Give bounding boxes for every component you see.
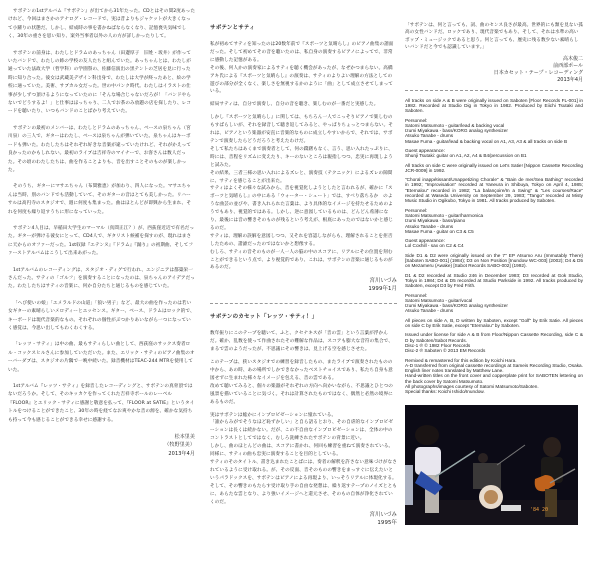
left-column — [8, 8, 195, 458]
section-title-saboten-and-satie: サボテンとサティ — [210, 25, 255, 31]
paragraph: All pieces on side A, B, D written by Saboten, except "Golf" by Erik Satie. All pieces on side C by Erik Satie, except "Eternalou" by Saboten. — [405, 317, 583, 329]
quote-takagi: 「サボテンは、何と言っても、詞、曲のセンス良さが最高。世界的にも類を見ない孤高の女性バンドだ。ロックであり、現代音楽でもあり、そして、それは水準の高いポップ・ミュージックであると思う。何と言っても、歴史に残る数少ない素晴らしいバンドだと今でも認識しています。」 — [405, 23, 583, 51]
paragraph: Guest appearance: Lol Coxhill - sax on C2 & C4 — [405, 238, 464, 249]
middle-column — [210, 24, 397, 527]
author-name: 宮川いづみ — [369, 278, 397, 285]
paragraph: Guest appearance: Shunji Tsutaki: guitar on A1, A2, A4 & B4/percussion on B1 — [405, 148, 527, 159]
date: 1995年 — [377, 520, 397, 527]
date: 2013年4月 — [557, 76, 583, 83]
essay-matsumoto — [8, 8, 195, 425]
paragraph: Personnel: Satomi Matsumoto - guitar/vocal Izumi Miyakawa - bass/KORG analog synthesizer Atsuko Tanabe - drums — [405, 292, 508, 314]
paragraph: 「レッツ・サティ」は中の曲、最もサティらしい曲として、西荻窪のサックス奏者ロル・コックスヒルさんに参加していただいた。また、エリック・サティのピアノ曲集のオーバーダブは、スタジオの片隅で一晩中続いた。録音機材はTEAC-244 MTRを使用していた。 — [8, 342, 195, 373]
paragraph: All tracks on side C were originally issued on Let's Satie! [Nippon Cassette Recording JCR-0009] in 1992. — [405, 162, 583, 173]
paragraph: Issued under license for side A & B from Floor/Nippon Cassette Recording, side C & D by Saboten/Sabot Records. Disc-1 ℗ © 1982 Floor Records Disc-2 ℗ Saboten © 2013 EM Records — [405, 332, 583, 354]
signature-miyakawa-1 — [210, 277, 397, 293]
paragraph: このテープは、狭いスタジオでの練習を録音したもの、またライブで演奏されたものの中から、あの時、あの場所でしかできなかったベストチョイスであり、私たち自身も意図せずに生まれた様々なイメージを包える、音の雲である。 改めて聴いてみると、個々の楽器がそれぞれの方向へ向かいながら、不思議とひとつの風景を描いていることに気づく。それは計算されたものではなく、偶然と必然の境界にあるものだ。 — [210, 360, 393, 405]
author-company: 日本カセット・テープ・レコーディング — [493, 69, 583, 76]
photo-date-stamp: '84 20 — [529, 506, 548, 513]
section-title-lets-satie-cassette: サボテンのカセット「レッツ・サティ！」 — [210, 314, 318, 321]
essay-saboten-and-satie — [210, 41, 397, 272]
paragraph: Personnel: Satomi Matsumoto - guitar/harmonica Izumi Miyakawa - bass/piano Atsuko Tanabe - drums Masae Fuma - guitar on C3 & C5 — [405, 207, 484, 234]
date: 1999年1月 — [368, 286, 397, 293]
paragraph: "Choral inappétissant/Unappetizing Chorale" & "Bain de mer/Sea Bathing" recorded in 1992; "Improvisation" recorded at Yaneura in Shibuya, Tokyo on April 4, 1985; "Eternalou" recorded in 1982; "La balançoire/In a Swing" & "Les courses/Race" recorded at Waseda University on September 29, 1983; "Tango" recorded at Misty Music Studio in Ogikubo, Tokyo in 1981. All tracks produced by Saboten. — [405, 177, 583, 204]
author-name: 高木俊二 — [562, 55, 583, 62]
author-affiliation: 前西部ポール — [553, 62, 583, 69]
paragraph: D1 & D2 recorded at Studio 246 in December 1983; D3 recorded at Gok Studio, Tokyo in 1984; D4 & D5 recorded at Studio Parkside in 1992. All tracks produced by Saboten, except D3 by Fred Frith. — [405, 272, 583, 289]
paragraph: 私が初めてサティを知ったのは20数年前で『スポーツと気晴らし』のピアノ曲集の譜面だった。そして初めてその音を聴いたのは、私自身の演奏するピアノによってで、非常に感動した記憶がある。 その後、何人かの演奏家によるサティを聴く機会があったが、なぜかつまらない。高橋アキ氏による『スポーツと気晴らし』の演奏は、サティのよりよい理解の方法としての遊びの部分が全くなく、楽しさを無視するかのように「曲」として成立させてしまっている。 — [210, 42, 394, 95]
divider — [210, 303, 397, 304]
paragraph: 1stアルバムのレコーディングは、スタジオ・ディグで行われ、エンジニアは都築栄一さんだった。サティの「ゴルフ」を演奏することになったのは、泉ちゃんのアイデアだった。わたしたちはサティの音楽に、何か自分たちと通じるものを感じていた。 — [8, 267, 195, 290]
paragraph: 「へび使いの娘」「エメラルドの山道」「狼い男子」など、最大の曲を作ったのは若い女ギターの素晴らしいメロディーとエッセンス。ギター、ベース、ドラムはロック的で、キーボードは現代音楽的なもの。それぞれの個性がぶつかりあいながら一つになっていく感覚は、今思い出してもわくわくする。 — [8, 300, 195, 331]
paragraph: サボテンの1stアルバム『サボテン』が出てから31年たった。CDとはその間2度あったけれど、今回はまさかのアナログ・レコードで、実は昔よりもジャケットが大きくなって小躍りの状態だ。しかし、結成時の事を書かねばならなくなり、記憶喪失気味でしく、30年の重さを思い知り、案外当事者以外の人の方が詳しかったりして。 — [8, 9, 196, 40]
paragraph: しかし『スポーツと気晴らし』に関しては、もちろん一人でこっそりピアノで楽しむのもすばらしいが、それを録音して聴き返してみると、やっぱりちょっとつまらない。それは、ピアノという楽器が安直に音楽的なものに成立しやすいからで、それでは、サボテンで演奏したらどうだろうと考えたわけだ。 そして私たちはあくまで演奏者として、何の躊躇もなく、言う、思い入れたっぷりに、時には、音程をリズムに変えたり、キーのないところは親指しつつ、忠実に再現しようと試みた。 その結果、三者三様の思い入れによるズレと、演奏技（テクニック）によるズレの隙間に、サティを感じることが出来た。 サティはよくその様々な試みから、音を視覚化しようとしたと言われるが、確かに『スポーツと気晴らし』の中にある「ウォーター・シュート」では、すべり落ちるか のような曲芸の並びや、書き入れられた言葉は、より具体的なイメージを持たせるためのようでもあり、視覚的ではある。しかし、逆に意図しているものは、どんどん希薄になり、最後には音の響きそのものが残るという考えが、根底にあったのではないかと感じるのだ。 サティは、理解の誤解を意図しつつ、又それを容認しながらも、理解されることを拒否したための、諧謔だったのではないかと想像する。 むしろ、サティの音そのものが一人一人の脳の中のスコアに、リアルにその位置を刻むことができるという点で、より視覚的であり、これは、サボテンの音楽に通じるものがあるのだ。 — [210, 115, 394, 271]
author-former-name: （牧野里美） — [164, 442, 195, 449]
essay-lets-satie — [210, 330, 397, 506]
right-column — [405, 22, 583, 525]
author-name: 松本里美 — [174, 434, 195, 441]
author-name: 宮川いづみ — [369, 512, 397, 519]
credits — [405, 98, 583, 395]
paragraph: All tracks on side A & B were originally issued on Saboten [Floor Records FL-001] in 1982. Recorded at Studio Dig in Tokyo in 1982. Produced by Eiichi Tsutaki and Saboten. — [405, 97, 583, 114]
date: 2013年4月 — [168, 450, 195, 457]
divider — [405, 90, 583, 91]
paragraph: Side D1 & D2 were originally issued on the 7" EP Atsumo Aru (Immutably There) [Saboten SABO-001] (1984); D3 on Non Position [Inundow WC-003] (2002); D4 & D5 on Mezameru (Awake) [Sabot Records SABO-002] (1992). — [405, 252, 583, 269]
paragraph: サボテンの前身は、わたしとドラムのあっちゃん（田邊厚子 旧姓・坂井）が作っていたバンドで、わたしの姉の学校の友人たちと組んでいた。あっちゃんとは、わたしが通っていた法政大学（哲学科）の学園祭の、佐藤信演出の黒テントの芝居を見に行った時に知り合った。彼女は武蔵美デザイン科出身で、わたしは大学が終ったあと、絵の学校に通っていた。美術、サブカル女だった。世の中パンク時代。わたしはイラストの仕事が少しずつ頂けるようになっていたのに「そんな場合じゃないだろが！「バンドやらないでどうするよ！」と仕事はほっちゃり、二人でお茶のみ放題の店を探したり、レコードを聴いたり、いつもバンドのことばかり考えていた。 — [8, 50, 192, 115]
paragraph: そのうち、ギターにマサエちゃん（布間雅恵）が加わり、四人になった。マサエちゃんは当時、別のバンドでも活動していて、そのギターの音はとても美しかった。リハーサルは高円寺のスタジオで、週に何度も集まった。曲はほとんどが即興から生まれ、それを何度も繰り返すうちに形になっていった。 — [8, 184, 192, 215]
paragraph: 1stアルバム『レッツ・サティ』を録音したレコーディングと、サボテンの真骨頂ではないだろうか。そして、そのキッカケを作ってくれた吉祥寺ポールのレーベル『FLOOR』とエリック・サティに感謝と敬意を払って、『FLOOR at SATIE』というタイトルをつけることができたこと、30年の時を経てなお爽やかな音の源を、確かな気持ちも持って今も感じることができる幸せに感謝する。 — [8, 384, 195, 423]
paragraph: サボテンの最初のメンバーは、わたしとドラムのあっちゃん、ベースの泉ちゃん（宮川泉）の三人で、ギターはわたし、ベースは泉ちゃんが弾いていた。泉ちゃんはキーボードも弾いた。わたしたちはそれぞれ好きな音楽が違っていたけれど、それがかえって良かったのかもしれない。最初のライブは吉祥寺のマイナーで、お客さんは数人だった。その頃のわたしたちは、曲を作ることよりも、音を出すことそのものが楽しかった。 — [8, 125, 192, 173]
paragraph: 実はサボテンは総かにインプロビゼーションに憧れている。 「誰からみがでそうなほど恥ずかしい」と自ら語るとおり、その自虐的なインプロビゼーションは長くは続かない。だが、この不自由なインプロビゼーションは、全体の中のコントラストとしてではなく、むしろ洗練されたサボテンの背景に近い。 しかし、曲のほとんどの曲は、スコアに書かれ、何回も練習を重ねて演奏されている。 同様に、サティの曲も忠実に演奏することを目的としている。 サティのそのタイトル、書き込まれたことばには、奏者の解釈を許さない意味づけがなされているように受け取れる。が、その反面、音そのものの響きをまっすぐに伝えたいというパラドックスを、サボテンはピアノによる再現より、いっそうリアルに体現化する。 そして、その響きのもたらす受け取り手の自由な発想は、繰り返すテープのノイズとともに、あらたな雲となり、より強いイメージへと還元させ、そのもの自体が浄化されていくのだ。 — [210, 412, 397, 505]
paragraph: Remixed & remastered for this edition by Koichi Hara. A-D transferred from original cassette recordings at Sameis Recording Studio, Osaka. English liner notes translated by Matthew Lane. Hand-written titles on the front cover and copperplate print for SABOTEN lettering on the back cover by Satomi Matsumoto. All photographs/images courtesy of Satomi Matsumoto/Saboten. Special thanks: Koichi Ishido/Inundow. — [405, 357, 583, 395]
band-live-photo — [405, 405, 578, 525]
paragraph: 結局サティは、自分で演奏し、自分の音を聴き、楽しむのが一番だと実感した。 — [210, 102, 379, 108]
paragraph: Personnel: Satomi Matsumoto - guitar/lead & backing vocal Izumi Miyakawa - bass/KORG analog synthesizer Atsuko Tanabe - drums Masae Fuma - guitar/lead & backing vocal on A1, A3, A3 & all tracks on side B — [405, 117, 568, 144]
paragraph: サボテン4人目は、早稲田大学生のマーマル（真間正江？）が、西荻窪近辺で有名だった。ギターが弾ける彼女にとって、CD4人で、ギタリスト候補を探すのが、現れはまさに天からのオファーだった。1st収録『エテンヌ』『ドラム』『踊り』の初期曲、そしてファーストアルバムはこうして出来あがった。 — [8, 225, 195, 257]
signature-takagi — [405, 56, 583, 84]
paragraph: 数年振りにこのテープを聴いて、ふと、クセナキスが「音の雲」という言葉が浮かんだ。確か、乱数を使って作曲されたその難解な作品は、スコアも膨大な音符の集合で、まるで雲のようだったが、不思議にその響きは、見上げる空を感じさせた。 — [210, 331, 393, 353]
signature-matsumoto — [8, 433, 195, 458]
signature-miyakawa-2 — [210, 511, 397, 527]
